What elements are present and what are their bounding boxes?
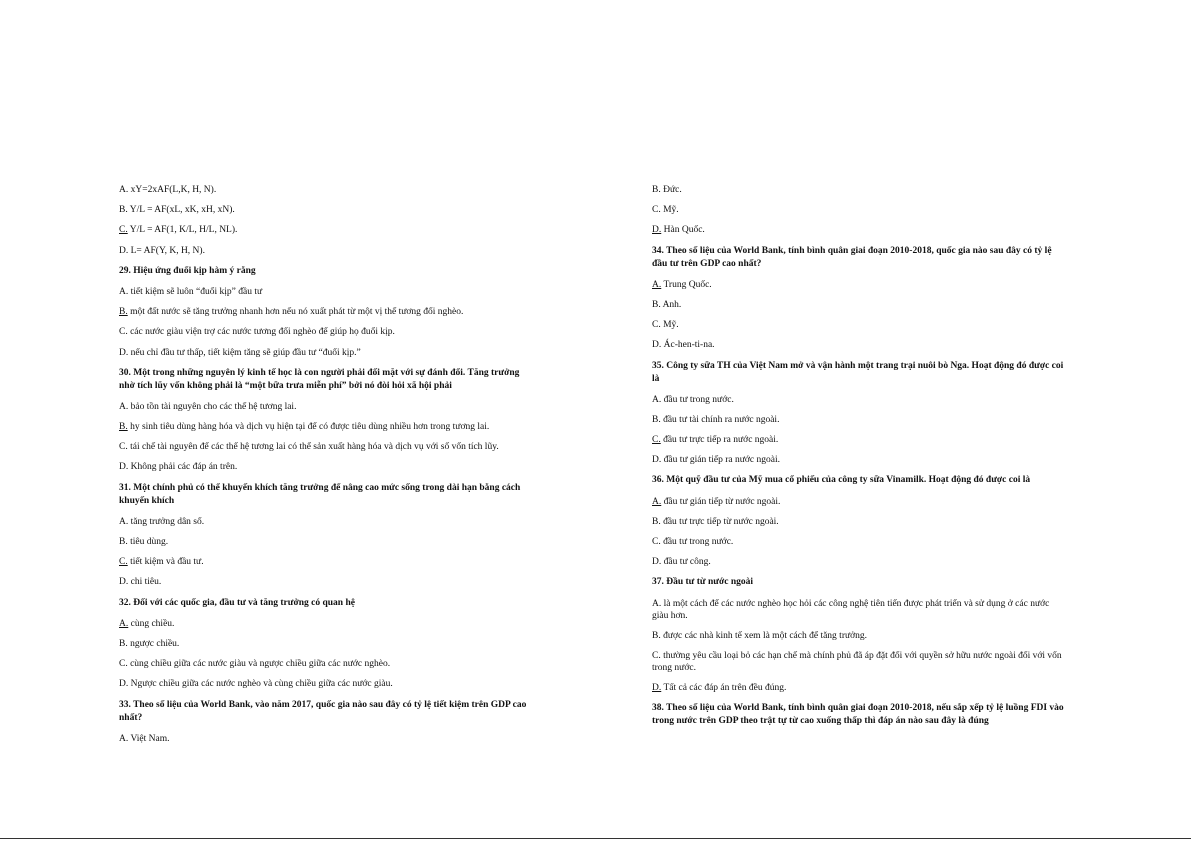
option-letter: A. (119, 516, 129, 527)
option-letter: B. (119, 307, 128, 318)
option-letter: C. (652, 537, 661, 547)
option-letter: C. (652, 205, 661, 216)
answer-option (652, 339, 1066, 351)
option-text: thường yêu cầu loại bỏ các hạn chế mà chính phủ đã áp đặt đối với quyền sở hữu nước ngoài đối với vốn trong nước. (652, 650, 1062, 673)
option-letter: C. (119, 327, 128, 338)
option-letter: D. (652, 557, 662, 568)
answer-option (652, 184, 1066, 196)
option-text: bảo tồn tài nguyên cho các thế hệ tương lai. (128, 401, 297, 412)
answer-option (119, 401, 531, 413)
option-letter: B. (119, 537, 128, 547)
answer-option (119, 347, 531, 359)
option-text: tiết kiệm sẽ luôn “đuổi kịp” đầu tư (128, 286, 263, 297)
answer-option (652, 224, 1066, 236)
answer-option (652, 598, 1066, 622)
answer-option (119, 618, 531, 630)
option-text: Trung Quốc. (661, 279, 712, 290)
answer-option (119, 326, 531, 338)
answer-option (119, 461, 531, 473)
answer-option (119, 658, 531, 670)
option-letter: D. (652, 340, 662, 351)
answer-option (652, 630, 1066, 642)
answer-option (652, 279, 1066, 291)
option-letter: A. (652, 496, 662, 507)
option-text: đầu tư tài chính ra nước ngoài. (660, 414, 780, 425)
answer-option (119, 536, 531, 548)
option-letter: C. (652, 650, 661, 661)
option-letter: D. (119, 462, 129, 473)
option-text: tăng trưởng dân số. (128, 516, 205, 527)
answer-option (652, 682, 1066, 694)
option-letter: B. (652, 414, 661, 425)
option-letter: A. (119, 618, 129, 629)
option-letter: A. (119, 401, 129, 412)
option-text: được các nhà kinh tế xem là một cách để tăng trưởng. (660, 630, 868, 641)
option-letter: C. (652, 320, 661, 331)
option-text: hy sinh tiêu dùng hàng hóa và dịch vụ hiện tại để có được tiêu dùng nhiều hơn trong tương lai. (127, 422, 490, 433)
question-text: 35. Công ty sữa TH của Việt Nam mở và vận hành một trang trại nuôi bò Nga. Hoạt động đó được coi là (652, 360, 1064, 384)
option-letter: D. (119, 245, 129, 256)
option-text: tiêu dùng. (127, 537, 169, 547)
option-letter: D. (652, 455, 662, 466)
question-text: 31. Một chính phủ có thể khuyến khích tăng trưởng để nâng cao mức sống trong dài hạn bằng cách khuyến khích (119, 482, 521, 506)
option-text: L= AF(Y, K, H, N). (128, 245, 205, 256)
option-text: đầu tư trong nước. (661, 394, 734, 405)
answer-option (652, 204, 1066, 216)
option-letter: D. (119, 347, 129, 358)
answer-option (652, 414, 1066, 426)
option-text: Y/L = AF(xL, xK, xH, xN). (127, 205, 235, 216)
answer-option (652, 536, 1066, 548)
option-text: đầu tư trực tiếp từ nước ngoài. (660, 516, 779, 527)
option-letter: A. (119, 185, 129, 195)
option-text: Y/L = AF(1, K/L, H/L, NL). (127, 225, 238, 236)
option-letter: A. (652, 394, 662, 405)
option-text: Đức. (660, 185, 682, 195)
option-text: Anh. (660, 299, 682, 310)
option-letter: C. (119, 225, 128, 236)
option-letter: B. (652, 516, 661, 527)
option-text: ngược chiều. (127, 638, 180, 649)
page-bottom-rule (0, 838, 1191, 839)
option-text: tiết kiệm và đầu tư. (127, 557, 204, 568)
option-text: đầu tư trực tiếp ra nước ngoài. (660, 435, 779, 446)
option-text: là một cách để các nước nghèo học hỏi các công nghệ tiên tiến được phát triển và sử dụng ở các nước giàu hơn. (652, 598, 1050, 621)
answer-option (119, 204, 531, 216)
question-text: 36. Một quỹ đầu tư của Mỹ mua cổ phiếu của công ty sữa Vinamilk. Hoạt động đó được coi là (652, 475, 1031, 486)
answer-option (652, 434, 1066, 446)
option-text: xY=2xAF(L,K, H, N). (128, 185, 217, 195)
option-text: đầu tư gián tiếp từ nước ngoài. (661, 496, 781, 507)
option-text: Ngược chiều giữa các nước nghèo và cùng chiều giữa các nước giàu. (128, 679, 393, 690)
answer-option (652, 496, 1066, 508)
option-letter: B. (652, 299, 661, 310)
option-letter: B. (119, 205, 128, 216)
option-letter: D. (119, 577, 129, 588)
option-letter: A. (119, 286, 129, 297)
answer-option (119, 441, 531, 453)
option-text: cùng chiều. (128, 618, 175, 629)
option-text: đầu tư gián tiếp ra nước ngoài. (661, 455, 780, 466)
option-letter: A. (652, 598, 662, 609)
answer-option (652, 516, 1066, 528)
option-letter: C. (119, 442, 128, 453)
option-letter: D. (652, 225, 662, 236)
option-letter: A. (119, 733, 129, 744)
left-column (119, 184, 531, 753)
option-text: các nước giàu viện trợ các nước tương đối nghèo để giúp họ đuổi kịp. (127, 327, 395, 338)
option-letter: B. (652, 185, 661, 195)
option-letter: C. (119, 659, 128, 670)
answer-option (119, 421, 531, 433)
answer-option (119, 678, 531, 690)
option-letter: B. (652, 630, 661, 641)
option-text: nếu chỉ đầu tư thấp, tiết kiệm tăng sẽ giúp đầu tư “đuổi kịp.” (128, 347, 361, 358)
question-text: 38. Theo số liệu của World Bank, tính bình quân giai đoạn 2010-2018, nếu sắp xếp tỷ lệ luồng FDI vào trong nước trên GDP theo trật tự từ cao xuống thấp thì đáp án nào sau đây là đúng (652, 703, 1064, 727)
option-text: Mỹ. (660, 320, 679, 331)
answer-option (119, 245, 531, 257)
option-letter: C. (119, 557, 128, 568)
option-text: cùng chiều giữa các nước giàu và ngược chiều giữa các nước nghèo. (127, 659, 391, 670)
question-text: 29. Hiệu ứng đuổi kịp hàm ý rằng (119, 265, 256, 276)
answer-option (652, 319, 1066, 331)
option-text: tái chế tài nguyên để các thế hệ tương lai có thể sản xuất hàng hóa và dịch vụ với số vốn tích lũy. (127, 442, 499, 453)
answer-option (119, 286, 531, 298)
option-letter: A. (652, 279, 662, 290)
question-text: 32. Đối với các quốc gia, đầu tư và tăng trưởng có quan hệ (119, 597, 355, 608)
option-text: đầu tư trong nước. (660, 537, 734, 547)
answer-option (119, 556, 531, 568)
option-text: Tất cả các đáp án trên đều đúng. (661, 683, 787, 694)
option-text: chi tiêu. (128, 577, 162, 588)
answer-option (119, 224, 531, 236)
option-text: Không phải các đáp án trên. (128, 462, 238, 473)
option-text: Hàn Quốc. (661, 225, 705, 236)
option-letter: D. (119, 679, 129, 690)
question-text: 30. Một trong những nguyên lý kinh tế học là con người phải đối mặt với sự đánh đổi. Tăng trưởng nhờ tích lũy vốn không phải là “một bữa trưa miễn phí” bởi nó đòi hỏi xã hội phải (119, 367, 520, 391)
answer-option (652, 454, 1066, 466)
answer-option (119, 733, 531, 745)
answer-option (119, 184, 531, 196)
answer-option (119, 638, 531, 650)
right-column (652, 184, 1066, 737)
answer-option (119, 306, 531, 318)
option-letter: C. (652, 435, 661, 446)
question-text: 33. Theo số liệu của World Bank, vào năm 2017, quốc gia nào sau đây có tỷ lệ tiết kiệm trên GDP cao nhất? (119, 699, 527, 723)
answer-option (652, 394, 1066, 406)
option-text: Ác-hen-ti-na. (661, 340, 715, 351)
answer-option (119, 516, 531, 528)
option-text: một đất nước sẽ tăng trưởng nhanh hơn nếu nó xuất phát từ một vị thế tương đối nghèo. (127, 307, 464, 318)
answer-option (119, 576, 531, 588)
question-text: 37. Đầu tư từ nước ngoài (652, 577, 754, 588)
option-text: Mỹ. (660, 205, 679, 216)
option-text: đầu tư công. (661, 557, 711, 568)
answer-option (652, 556, 1066, 568)
option-letter: B. (119, 638, 128, 649)
option-text: Việt Nam. (128, 733, 170, 744)
option-letter: B. (119, 422, 128, 433)
answer-option (652, 299, 1066, 311)
option-letter: D. (652, 683, 662, 694)
question-text: 34. Theo số liệu của World Bank, tính bình quân giai đoạn 2010-2018, quốc gia nào sau đây có tỷ lệ đầu tư trên GDP cao nhất? (652, 245, 1052, 269)
answer-option (652, 650, 1066, 674)
